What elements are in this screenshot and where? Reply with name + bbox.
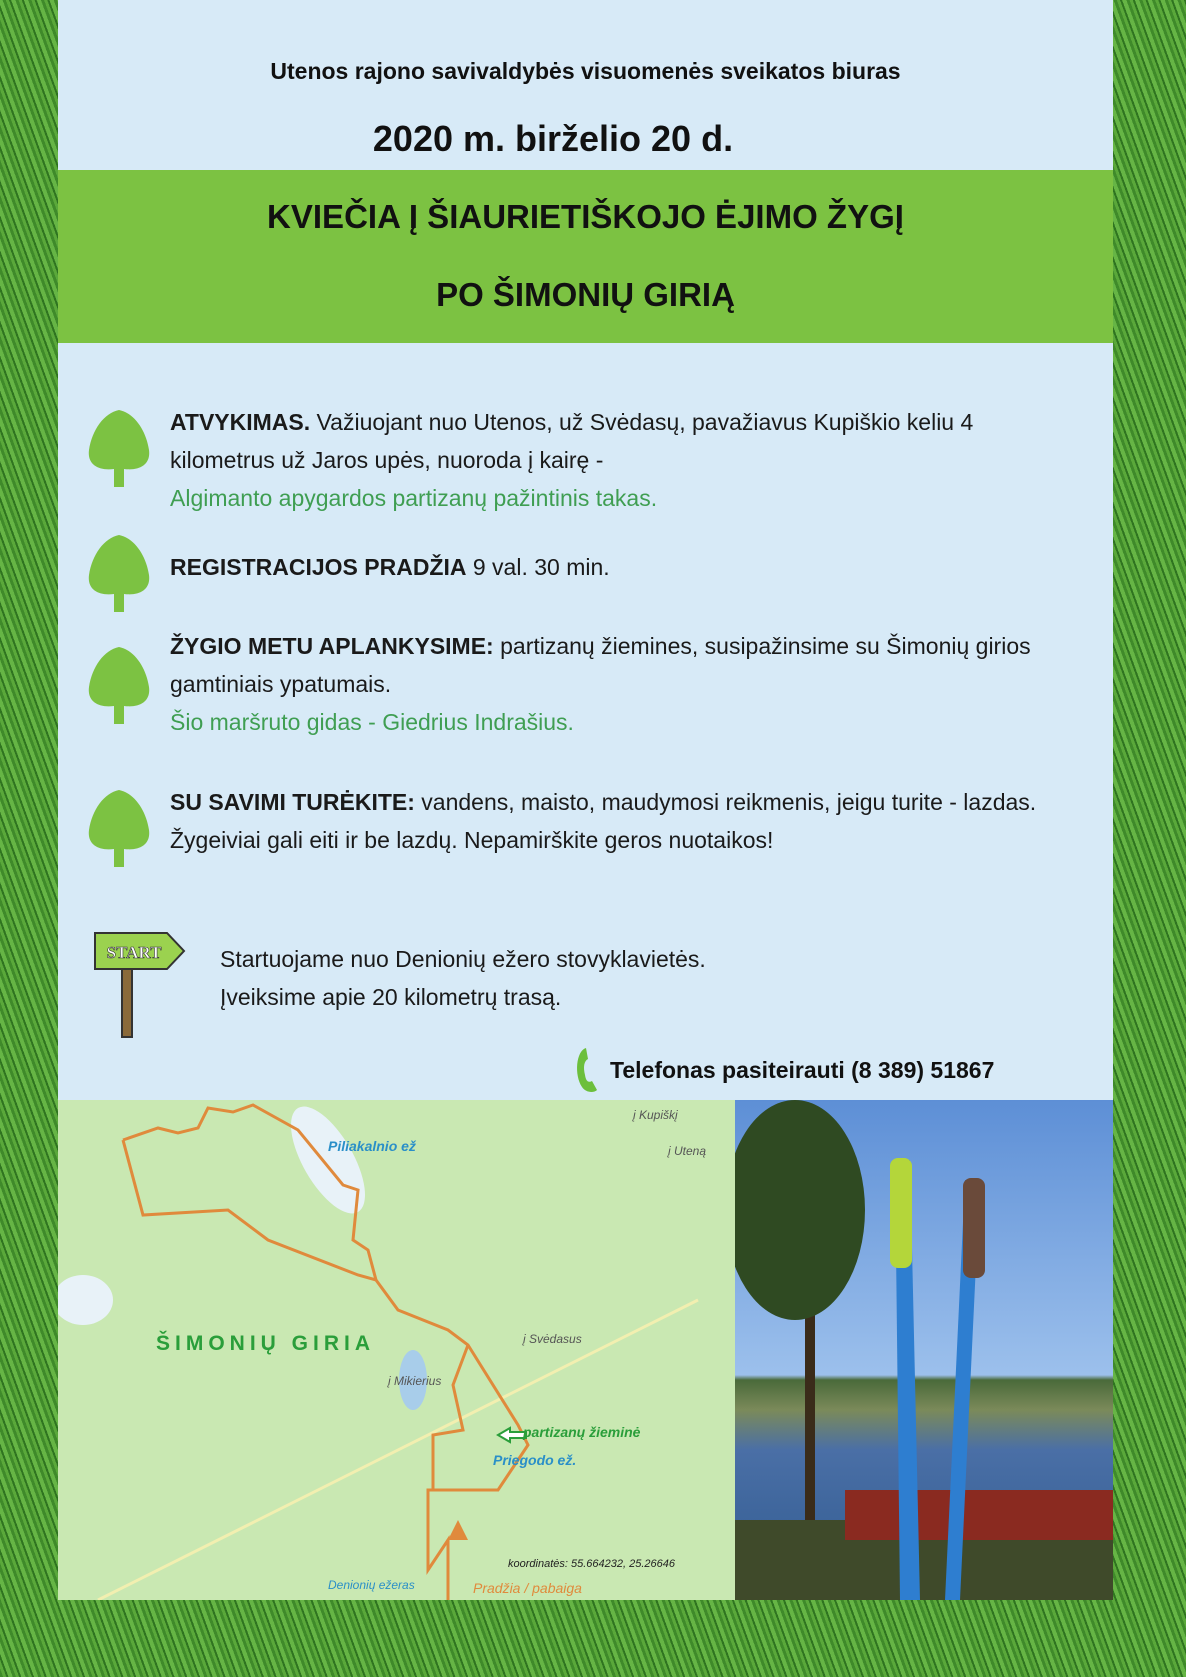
route-map	[58, 1100, 735, 1600]
dugout-label: partizanų žieminė	[523, 1424, 641, 1440]
direction-label: į Svėdasus	[523, 1332, 582, 1346]
tree-icon	[84, 405, 154, 490]
phone-icon	[572, 1045, 600, 1095]
start-end-label: Pradžia / pabaiga	[473, 1580, 582, 1596]
title-line-2: PO ŠIMONIŲ GIRIĄ	[436, 276, 735, 313]
phone-contact	[572, 1045, 994, 1095]
coordinates-label: koordinatės: 55.664232, 25.26646	[508, 1558, 675, 1570]
direction-label: į Kupiškį	[633, 1108, 678, 1122]
section-visit: ŽYGIO METU APLANKYSIME: partizanų žiemines, susipažinsime su Šimonių girios gamtiniais ypatumais. Šio maršruto gidas - Giedrius Indrašius.	[170, 633, 1031, 735]
start-info: Startuojame nuo Denionių ežero stovyklavietės. Įveiksime apie 20 kilometrų trasą.	[220, 946, 706, 1010]
tree-icon	[84, 642, 154, 727]
start-sign-icon	[92, 925, 187, 1040]
direction-label: į Uteną	[668, 1144, 707, 1158]
section-arrival: ATVYKIMAS. Važiuojant nuo Utenos, už Svėdasų, pavažiavus Kupiškio keliu 4 kilometrus už Jaros upės, nuoroda į kairę - Algimanto apygardos partizanų pažintinis takas.	[170, 409, 974, 511]
lake-label: Piliakalnio ež	[328, 1138, 416, 1154]
event-date: 2020 m. birželio 20 d.	[372, 118, 734, 159]
lake-label: Denionių ežeras	[328, 1578, 415, 1592]
section-registration: REGISTRACIJOS PRADŽIA 9 val. 30 min.	[170, 554, 610, 580]
nordic-poles-photo	[735, 1100, 1113, 1600]
lake-label: Priegodo ež.	[493, 1452, 577, 1468]
direction-label: į Mikierius	[388, 1374, 442, 1388]
photo-illustration	[735, 1100, 1113, 1600]
title-line-1: KVIEČIA Į ŠIAURIETIŠKOJO ĖJIMO ŽYGĮ	[267, 198, 904, 235]
svg-text:START: START	[106, 943, 162, 962]
title-band	[58, 170, 1113, 343]
tree-icon	[84, 530, 154, 615]
section-bring: SU SAVIMI TURĖKITE: vandens, maisto, maudymosi reikmenis, jeigu turite - lazdas. Žygeiviai gali eiti ir be lazdų. Nepamirškite geros nuotaikos!	[170, 789, 1037, 853]
forest-label: ŠIMONIŲ GIRIA	[156, 1332, 376, 1355]
phone-text: Telefonas pasiteirauti (8 389) 51867	[610, 1056, 995, 1083]
tree-icon	[84, 785, 154, 870]
organization: Utenos rajono savivaldybės visuomenės sveikatos biuras	[270, 58, 901, 84]
